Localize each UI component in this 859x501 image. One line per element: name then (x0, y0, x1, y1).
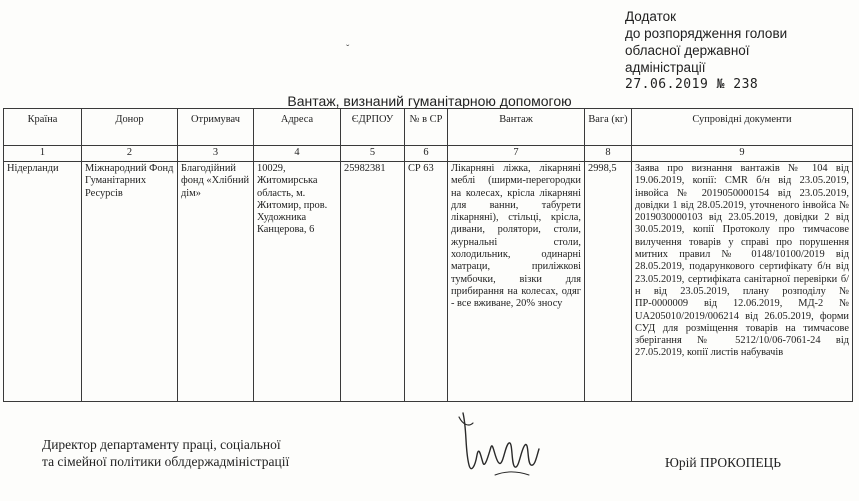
cell-donor: Міжнародний Фонд Гуманітарних Ресурсів (82, 162, 178, 402)
column-number: 2 (82, 146, 178, 162)
cell-address: 10029, Житомирська область, м. Житомир, пров. Художника Канцерова, 6 (254, 162, 341, 402)
header-documents: Супровідні документи (632, 109, 853, 146)
document-title: Вантаж, визнаний гуманітарною допомогою (287, 93, 572, 109)
cell-recipient: Благодійний фонд «Хлібний дім» (178, 162, 254, 402)
cell-cargo: Лікарняні ліжка, лікарняні меблі (ширми-перегородки на колесах, крісла лікарняні для ванни, табурети лікарняні), стільці, крісла, дивани, ролятори, столи, журнальні столи, холодильник, одинарні матраци, приліжкові тумбочки, візки для прибирання на колесах, одяг - все вживане, 20% зносу (448, 162, 585, 402)
header-weight: Вага (кг) (585, 109, 632, 146)
appendix-block (625, 8, 855, 93)
cell-weight: 2998,5 (585, 162, 632, 402)
header-address: Адреса (254, 109, 341, 146)
cell-country: Нідерланди (4, 162, 82, 402)
column-number: 1 (4, 146, 82, 162)
header-row (4, 109, 853, 146)
stray-mark: ˇ (346, 44, 350, 55)
cell-edrpou: 25982381 (341, 162, 405, 402)
appendix-line-2: до розпорядження голови (625, 26, 788, 41)
column-number: 9 (632, 146, 853, 162)
column-number-row (4, 146, 853, 162)
signatory-position-line-1: Директор департаменту праці, соціальної (42, 437, 281, 452)
header-cargo: Вантаж (448, 109, 585, 146)
signatory-position-line-2: та сімейної політики облдержадміністрації (42, 454, 290, 469)
appendix-line-4: адміністрації (625, 60, 706, 75)
header-sr-number: № в СР (405, 109, 448, 146)
column-number: 5 (341, 146, 405, 162)
cargo-table (3, 108, 853, 402)
column-number: 6 (405, 146, 448, 162)
cell-sr-number: СР 63 (405, 162, 448, 402)
column-number: 7 (448, 146, 585, 162)
column-number: 3 (178, 146, 254, 162)
cell-documents: Заява про визнання вантажів № 104 від 19.06.2019, копії: CMR б/н від 23.05.2019, інвойса № 2019050000154 від 23.05.2019, довідки 1 від 28.05.2019, уточненого інвойса № 2019030000103 від 23.05.2019, довідки 2 від 30.05.2019, копії Протоколу про тимчасове вилучення товарів у справі про порушення митних правил № 0148/10100/2019 від 28.05.2019, подарункового сертифікату б/н від 23.05.2019, сертифіката санітарної перевірки б/н від 23.05.2019, плану розподілу № ПР-0000009 від 12.06.2019, МД-2 № UA205010/2019/006214 від 26.05.2019, форми СУД для розміщення товарів на тимчасове зберігання № 5212/10/06-7061-24 від 27.05.2019, копії листів набувачів (632, 162, 853, 402)
header-donor: Донор (82, 109, 178, 146)
appendix-line-3: обласної державної (625, 43, 750, 58)
column-number: 8 (585, 146, 632, 162)
header-recipient: Отримувач (178, 109, 254, 146)
handwritten-signature-icon (455, 405, 545, 480)
signatory-name: Юрій ПРОКОПЕЦЬ (665, 455, 782, 470)
order-date-number: 27.06.2019 № 238 (625, 77, 759, 92)
appendix-line-1: Додаток (625, 9, 677, 24)
table-row (4, 162, 853, 402)
header-country: Країна (4, 109, 82, 146)
signatory-position (42, 436, 289, 470)
header-edrpou: ЄДРПОУ (341, 109, 405, 146)
column-number: 4 (254, 146, 341, 162)
